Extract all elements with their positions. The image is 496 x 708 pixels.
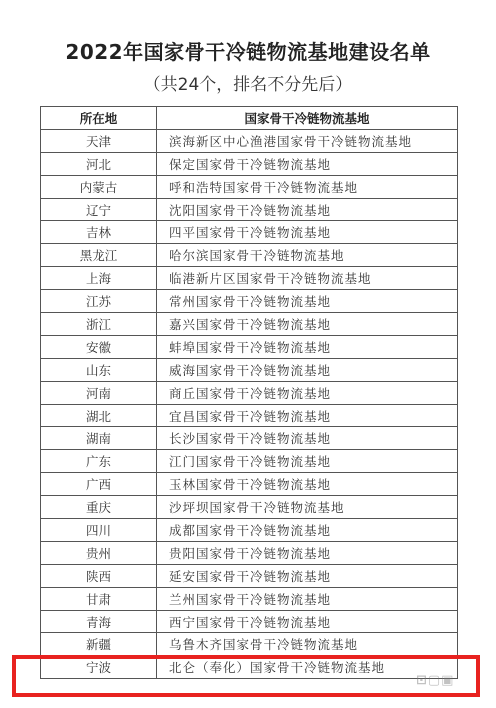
table-row bbox=[41, 564, 458, 587]
table-row bbox=[41, 427, 458, 450]
cell-location: 贵州 bbox=[41, 541, 157, 564]
cell-base-name: 兰州国家骨干冷链物流基地 bbox=[157, 587, 458, 610]
table-row bbox=[41, 244, 458, 267]
table-row bbox=[41, 587, 458, 610]
cell-location: 吉林 bbox=[41, 221, 157, 244]
cell-base-name: 哈尔滨国家骨干冷链物流基地 bbox=[157, 244, 458, 267]
cell-base-name: 常州国家骨干冷链物流基地 bbox=[157, 290, 458, 313]
cell-location: 河北 bbox=[41, 152, 157, 175]
cell-base-name: 北仑（奉化）国家骨干冷链物流基地 bbox=[157, 656, 458, 679]
cell-base-name: 保定国家骨干冷链物流基地 bbox=[157, 152, 458, 175]
cell-location: 浙江 bbox=[41, 313, 157, 336]
cell-base-name: 滨海新区中心渔港国家骨干冷链物流基地 bbox=[157, 129, 458, 152]
table-row bbox=[41, 335, 458, 358]
cell-base-name: 玉林国家骨干冷链物流基地 bbox=[157, 473, 458, 496]
cell-location: 宁波 bbox=[41, 656, 157, 679]
cell-base-name: 延安国家骨干冷链物流基地 bbox=[157, 564, 458, 587]
cell-location: 甘肃 bbox=[41, 587, 157, 610]
cell-base-name: 西宁国家骨干冷链物流基地 bbox=[157, 610, 458, 633]
cell-base-name: 威海国家骨干冷链物流基地 bbox=[157, 358, 458, 381]
cell-location: 四川 bbox=[41, 519, 157, 542]
cell-location: 陕西 bbox=[41, 564, 157, 587]
cell-base-name: 沈阳国家骨干冷链物流基地 bbox=[157, 198, 458, 221]
cell-location: 黑龙江 bbox=[41, 244, 157, 267]
highlight-box bbox=[12, 655, 480, 697]
cell-base-name: 成都国家骨干冷链物流基地 bbox=[157, 519, 458, 542]
table-row bbox=[41, 129, 458, 152]
table-row bbox=[41, 221, 458, 244]
table-row bbox=[41, 198, 458, 221]
table-row bbox=[41, 404, 458, 427]
table-header-row bbox=[41, 107, 458, 130]
cell-location: 湖南 bbox=[41, 427, 157, 450]
cell-base-name: 商丘国家骨干冷链物流基地 bbox=[157, 381, 458, 404]
cell-base-name: 嘉兴国家骨干冷链物流基地 bbox=[157, 313, 458, 336]
header-location: 所在地 bbox=[41, 107, 157, 130]
cell-base-name: 临港新片区国家骨干冷链物流基地 bbox=[157, 267, 458, 290]
table-row bbox=[41, 152, 458, 175]
table-row bbox=[41, 541, 458, 564]
cell-location: 广东 bbox=[41, 450, 157, 473]
cell-base-name: 贵阳国家骨干冷链物流基地 bbox=[157, 541, 458, 564]
table-row bbox=[41, 290, 458, 313]
table-row bbox=[41, 519, 458, 542]
cell-base-name: 乌鲁木齐国家骨干冷链物流基地 bbox=[157, 633, 458, 656]
cell-location: 青海 bbox=[41, 610, 157, 633]
table-row bbox=[41, 610, 458, 633]
document-title: 2022年国家骨干冷链物流基地建设名单 bbox=[65, 40, 431, 64]
table-row bbox=[41, 313, 458, 336]
cell-location: 安徽 bbox=[41, 335, 157, 358]
cell-base-name: 沙坪坝国家骨干冷链物流基地 bbox=[157, 496, 458, 519]
base-list-table bbox=[40, 106, 458, 679]
cell-location: 湖北 bbox=[41, 404, 157, 427]
cell-base-name: 蚌埠国家骨干冷链物流基地 bbox=[157, 335, 458, 358]
cell-location: 内蒙古 bbox=[41, 175, 157, 198]
watermark-logo: ⊡▢▣ bbox=[416, 673, 455, 688]
cell-base-name: 呼和浩特国家骨干冷链物流基地 bbox=[157, 175, 458, 198]
cell-base-name: 四平国家骨干冷链物流基地 bbox=[157, 221, 458, 244]
table-row bbox=[41, 473, 458, 496]
cell-base-name: 宜昌国家骨干冷链物流基地 bbox=[157, 404, 458, 427]
cell-location: 重庆 bbox=[41, 496, 157, 519]
cell-base-name: 江门国家骨干冷链物流基地 bbox=[157, 450, 458, 473]
table-row bbox=[41, 358, 458, 381]
cell-location: 天津 bbox=[41, 129, 157, 152]
header-base-name: 国家骨干冷链物流基地 bbox=[157, 107, 458, 130]
table-row bbox=[41, 381, 458, 404]
table-row bbox=[41, 633, 458, 656]
document-subtitle: （共24个，排名不分先后） bbox=[143, 75, 353, 95]
table-row bbox=[41, 450, 458, 473]
cell-location: 上海 bbox=[41, 267, 157, 290]
table-row bbox=[41, 175, 458, 198]
table-row bbox=[41, 496, 458, 519]
cell-location: 新疆 bbox=[41, 633, 157, 656]
cell-base-name: 长沙国家骨干冷链物流基地 bbox=[157, 427, 458, 450]
cell-location: 河南 bbox=[41, 381, 157, 404]
cell-location: 辽宁 bbox=[41, 198, 157, 221]
cell-location: 江苏 bbox=[41, 290, 157, 313]
cell-location: 广西 bbox=[41, 473, 157, 496]
table-row bbox=[41, 267, 458, 290]
cell-location: 山东 bbox=[41, 358, 157, 381]
